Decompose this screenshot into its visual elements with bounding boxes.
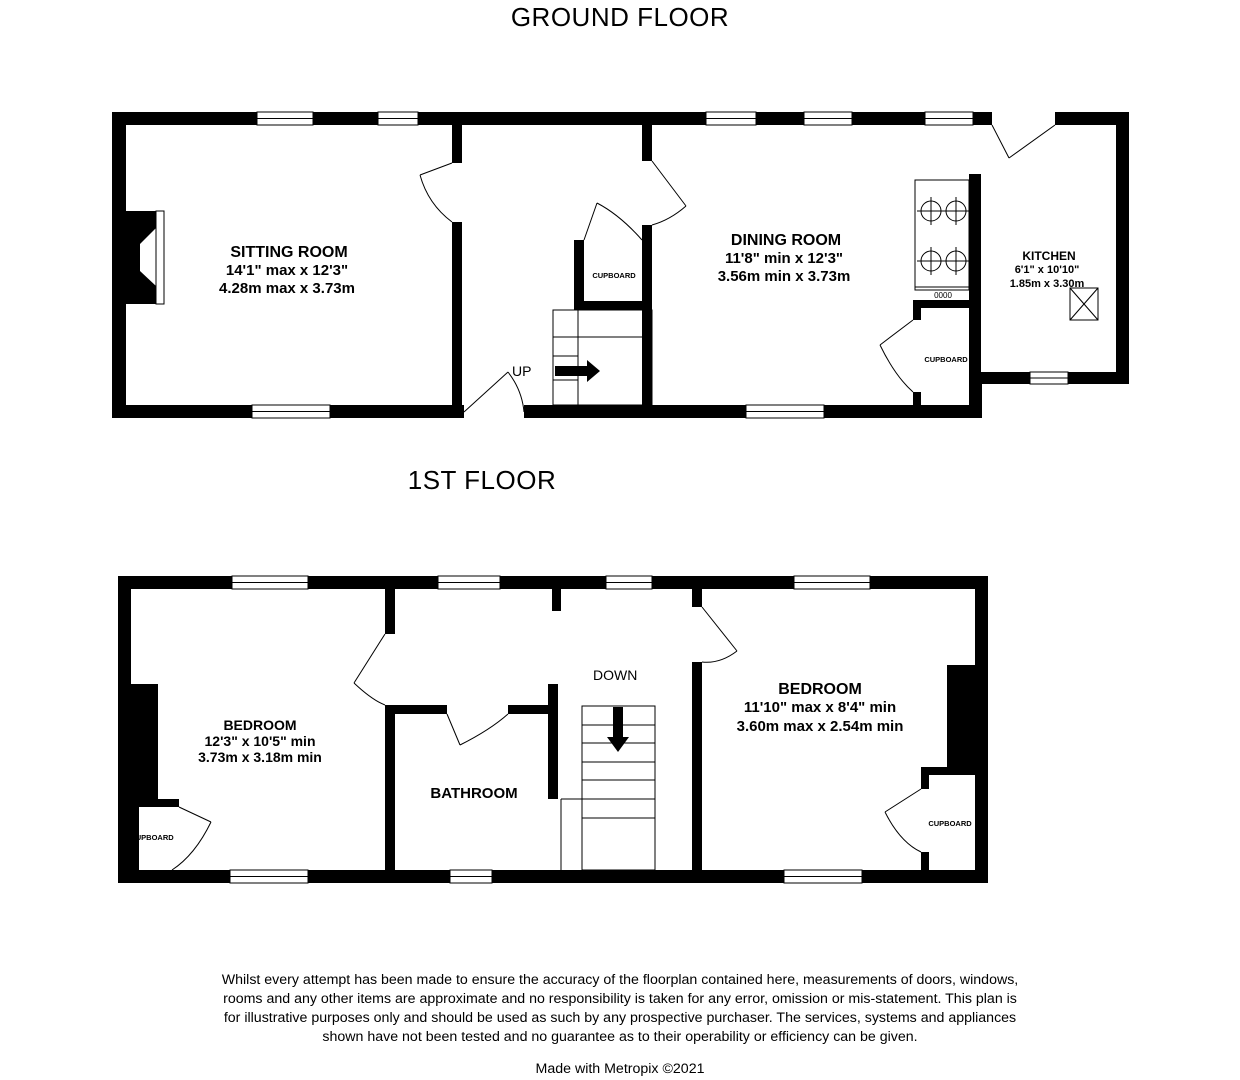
- ff-stairs: [561, 706, 655, 870]
- kitchen-name: KITCHEN: [1022, 249, 1076, 263]
- kitchen-imperial: 6'1" x 10'10": [1014, 264, 1080, 276]
- stairs-down-arrow: [607, 707, 629, 752]
- dining-room-name: DINING ROOM: [730, 232, 842, 249]
- oven-label: 0000: [934, 291, 952, 300]
- stairs-up-label: UP: [512, 363, 532, 379]
- oven-hob: [915, 180, 970, 290]
- metropix-credit: Made with Metropix ©2021: [535, 1061, 705, 1077]
- kitchen-sink: [1070, 288, 1098, 320]
- dining-room-metric: 3.56m min x 3.73m: [717, 268, 851, 285]
- ground-floor-title: GROUND FLOOR: [510, 2, 730, 32]
- kitchen-metric: 1.85m x 3.30m: [1009, 278, 1085, 290]
- chimney-breast: [126, 211, 156, 304]
- sitting-room-name: SITTING ROOM: [230, 244, 348, 261]
- bedroom-right-name: BEDROOM: [778, 681, 862, 698]
- cupboard-left-label: CUPBOARD: [130, 833, 174, 842]
- gf-wall-right: [1116, 112, 1129, 384]
- gf-wall-left: [112, 112, 126, 418]
- bedroom-left-imperial: 12'3" x 10'5" min: [204, 733, 316, 749]
- hall-cupboard-label: CUPBOARD: [592, 271, 636, 280]
- bedroom-left-metric: 3.73m x 3.18m min: [198, 749, 322, 765]
- sitting-room-metric: 4.28m max x 3.73m: [219, 280, 355, 297]
- bedroom-right-metric: 3.60m max x 2.54m min: [736, 718, 904, 735]
- bedroom-left-name: BEDROOM: [223, 717, 297, 733]
- sitting-room-imperial: 14'1" max x 12'3": [225, 262, 349, 279]
- bathroom-label: BATHROOM: [430, 785, 518, 802]
- dining-cupboard-label: CUPBOARD: [924, 355, 968, 364]
- dining-room-imperial: 11'8" min x 12'3": [724, 250, 844, 267]
- stairs-down-label: DOWN: [593, 667, 638, 683]
- gf-wall-top: [112, 112, 992, 125]
- disclaimer-text: Whilst every attempt has been made to ensure the accuracy of the floorplan contained here, measurements of doors, windows, rooms and any other items are approximate and no responsibility is taken for any error, omission or mis-statement. This plan is for illustrative purposes only and should be used as such by any prospective purchaser. The services, systems and appliances shown have not been tested and no guarantee as to their operability or efficiency can be given.: [221, 972, 1019, 1045]
- cupboard-right-label: CUPBOARD: [928, 819, 972, 828]
- bedroom-right-imperial: 11'10" max x 8'4" min: [743, 699, 897, 716]
- gf-stairs: [553, 310, 652, 405]
- first-floor-title: 1ST FLOOR: [407, 465, 557, 495]
